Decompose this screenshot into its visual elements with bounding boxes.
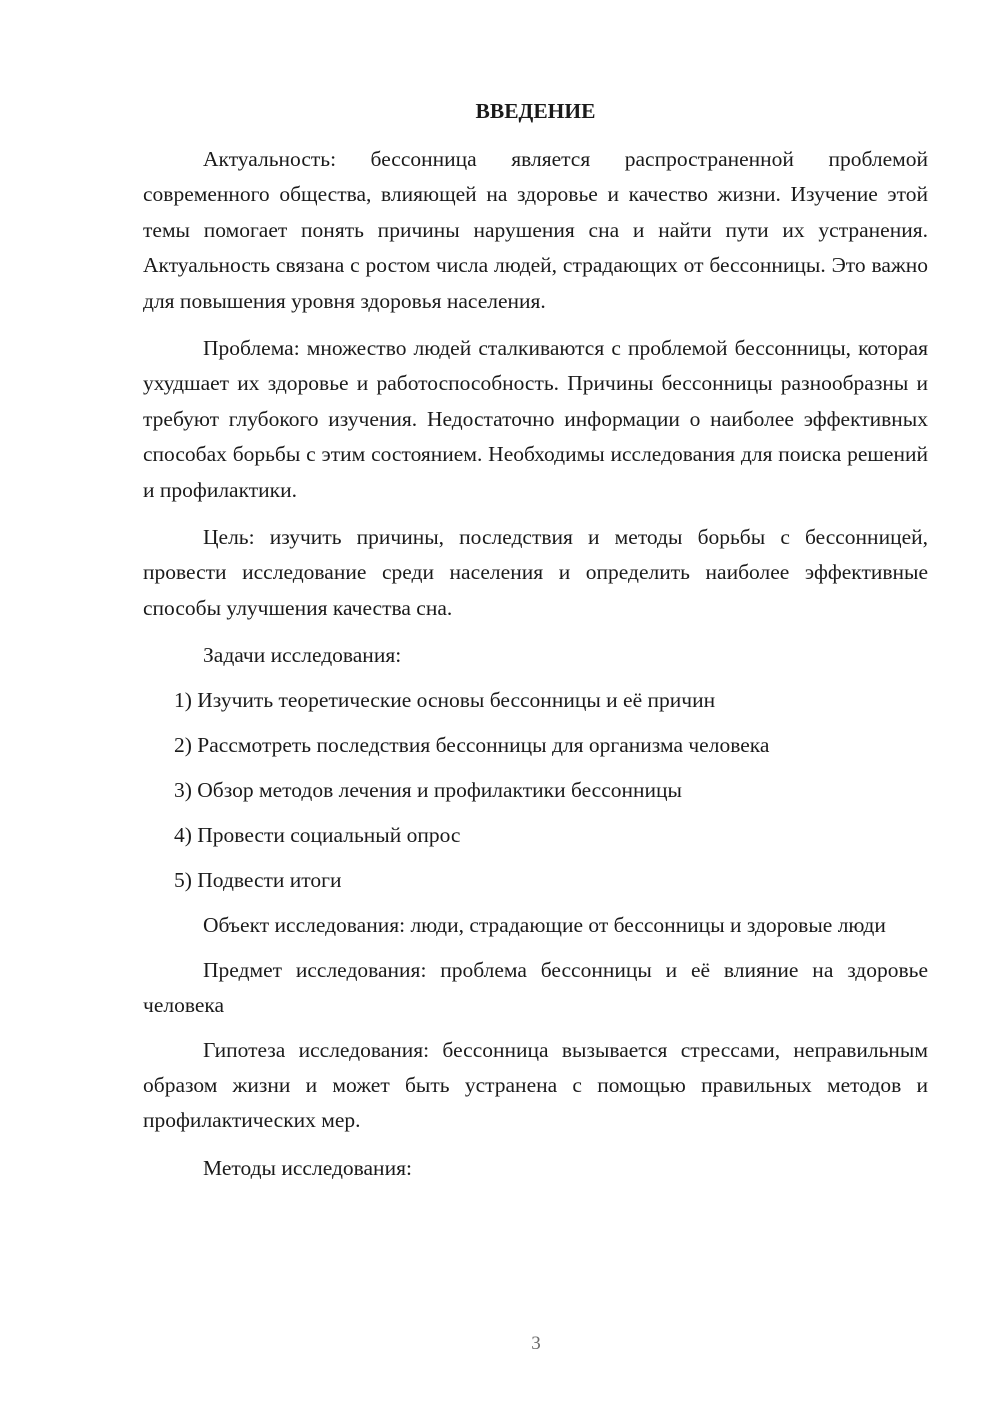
problem-paragraph: Проблема: множество людей сталкиваются с проблемой бессонницы, которая ухудшает их здоровье и работоспособность. Причины бессонницы разнообразны и требуют глубокого изучения. Недостаточно информации о наиболее эффективных способах борьбы с этим состоянием. Необходимы исследования для поиска решений и профилактики.: [143, 336, 928, 502]
tasks-title: Задачи исследования:: [203, 643, 402, 668]
hypothesis-paragraph: Гипотеза исследования: бессонница вызывается стрессами, неправильным образом жизни и может быть устранена с помощью правильных методов и профилактических мер.: [143, 1037, 928, 1133]
page-number: 3: [531, 1333, 541, 1354]
task-item: 5) Подвести итоги: [174, 868, 342, 893]
task-item: 2) Рассмотреть последствия бессонницы для организма человека: [174, 733, 770, 758]
subject-paragraph: Предмет исследования: проблема бессонницы и её влияние на здоровье человека: [143, 957, 928, 1018]
tasks-list: [143, 683, 928, 898]
relevance-paragraph: Актуальность: бессонница является распространенной проблемой современного общества, влияющей на здоровье и качество жизни. Изучение этой темы помогает понять причины нарушения сна и найти пути их устранения. Актуальность связана с ростом числа людей, страдающих от бессонницы. Это важно для повышения уровня здоровья населения.: [143, 147, 928, 313]
task-item: 3) Обзор методов лечения и профилактики бессонницы: [174, 778, 682, 803]
methods-title: Методы исследования:: [203, 1155, 412, 1180]
section-heading: ВВЕДЕНИЕ: [475, 99, 596, 123]
object-paragraph: Объект исследования: люди, страдающие от бессонницы и здоровые люди: [203, 913, 886, 938]
task-item: 4) Провести социальный опрос: [174, 823, 461, 848]
task-item: 1) Изучить теоретические основы бессонницы и её причин: [174, 688, 716, 713]
goal-paragraph: Цель: изучить причины, последствия и методы борьбы с бессонницей, провести исследование среди населения и определить наиболее эффективные способы улучшения качества сна.: [143, 525, 928, 620]
page-content: [143, 94, 928, 1196]
